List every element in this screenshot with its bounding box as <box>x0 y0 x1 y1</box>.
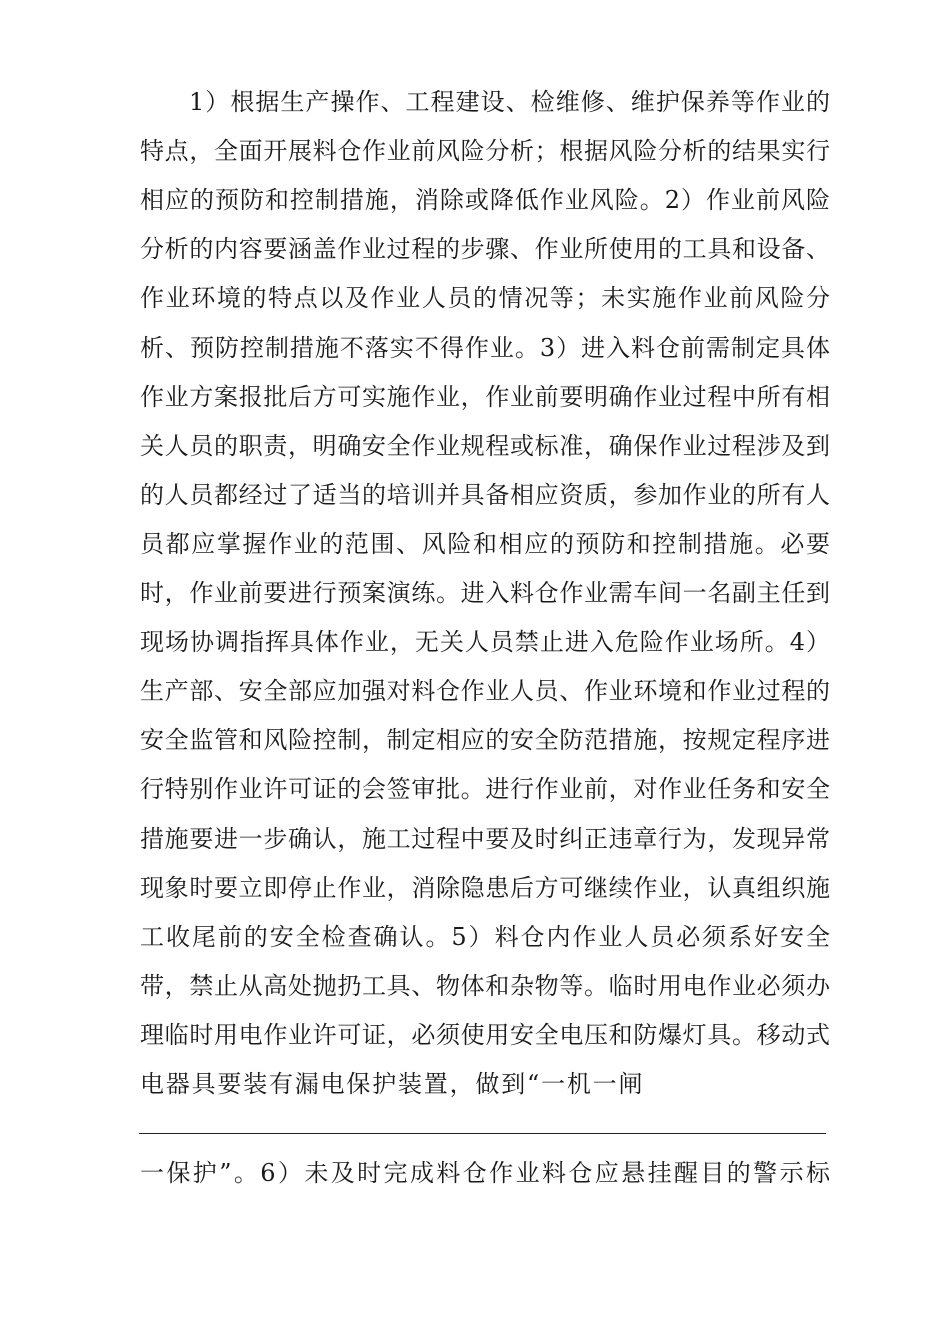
paragraph-line: 时，作业前要进行预案演练。进入料仓作业需车间一名副主任到 <box>140 579 830 607</box>
paragraph-line: 带，禁止从高处抛扔工具、物体和杂物等。临时用电作业必须办 <box>140 972 830 1000</box>
paragraph-line: 员都应掌握作业的范围、风险和相应的预防和控制措施。必要 <box>140 530 830 558</box>
paragraph-line: 理临时用电作业许可证，必须使用安全电压和防爆灯具。移动式 <box>140 1021 830 1049</box>
paragraph-line: 工收尾前的安全检查确认。5）料仓内作业人员必须系好安全 <box>140 923 830 951</box>
horizontal-divider <box>139 1133 826 1134</box>
paragraph-line: 现场协调指挥具体作业，无关人员禁止进入危险作业场所。4） <box>140 628 830 656</box>
paragraph-line: 现象时要立即停止作业，消除隐患后方可继续作业，认真组织施 <box>140 874 830 902</box>
continuation-line: 一保护”。6）未及时完成料仓作业料仓应悬挂醒目的警示标 <box>140 1159 830 1187</box>
paragraph-line: 特点，全面开展料仓作业前风险分析；根据风险分析的结果实行 <box>140 137 830 165</box>
paragraph-line: 分析的内容要涵盖作业过程的步骤、作业所使用的工具和设备、 <box>140 235 830 263</box>
paragraph-line: 作业环境的特点以及作业人员的情况等；未实施作业前风险分 <box>140 284 830 312</box>
paragraph-line: 析、预防控制措施不落实不得作业。3）进入料仓前需制定具体 <box>140 334 830 362</box>
paragraph-line: 相应的预防和控制措施，消除或降低作业风险。2）作业前风险 <box>140 186 830 214</box>
paragraph-line: 的人员都经过了适当的培训并具备相应资质，参加作业的所有人 <box>140 481 830 509</box>
paragraph-line: 生产部、安全部应加强对料仓作业人员、作业环境和作业过程的 <box>140 677 830 705</box>
paragraph-line: 电器具要装有漏电保护装置，做到“一机一闸 <box>140 1070 645 1098</box>
paragraph-line: 关人员的职责，明确安全作业规程或标准，确保作业过程涉及到 <box>140 432 830 460</box>
paragraph-line: 行特别作业许可证的会签审批。进行作业前，对作业任务和安全 <box>140 775 830 803</box>
paragraph-line: 措施要进一步确认，施工过程中要及时纠正违章行为，发现异常 <box>140 825 830 853</box>
paragraph-line: 1）根据生产操作、工程建设、检维修、维护保养等作业的 <box>189 88 830 116</box>
paragraph-line: 安全监管和风险控制，制定相应的安全防范措施，按规定程序进 <box>140 726 830 754</box>
paragraph-line: 作业方案报批后方可实施作业，作业前要明确作业过程中所有相 <box>140 383 830 411</box>
